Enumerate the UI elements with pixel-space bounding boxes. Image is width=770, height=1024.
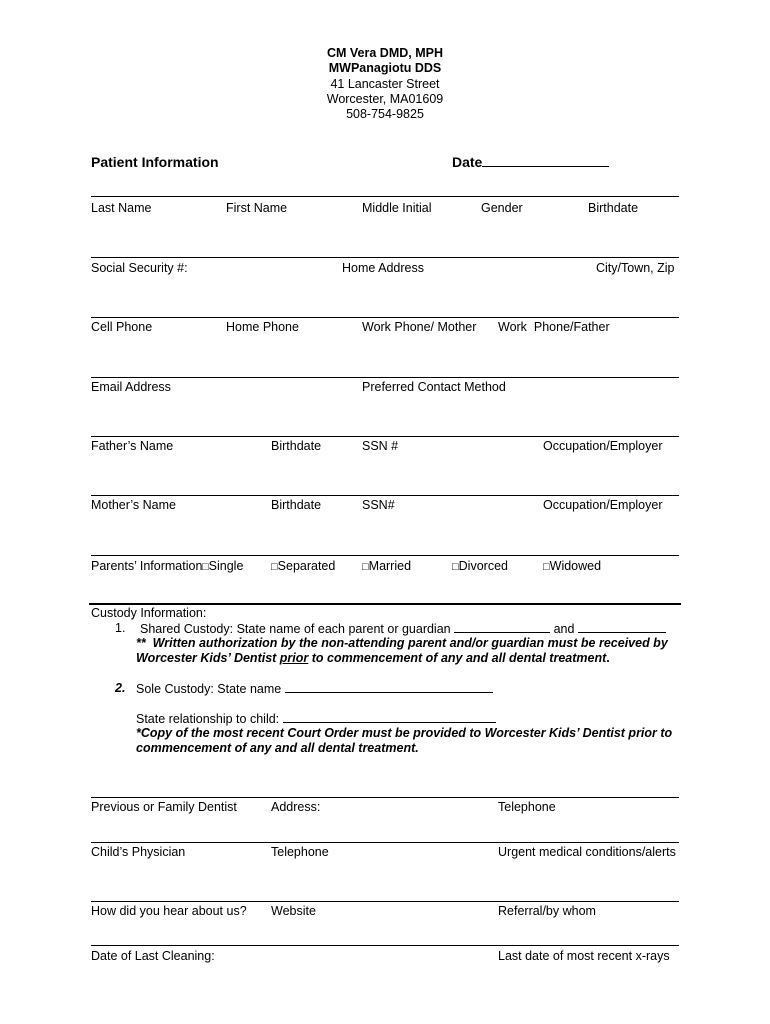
practice-name-1: CM Vera DMD, MPH: [327, 46, 443, 60]
urgent-conditions-label: Urgent medical conditions/alerts: [498, 845, 676, 859]
single-checkbox[interactable]: □: [202, 561, 209, 573]
hear-about-us-label: How did you hear about us?: [91, 904, 247, 918]
home-address-label: Home Address: [342, 261, 424, 275]
cell-phone-label: Cell Phone: [91, 320, 153, 334]
mother-ssn-label: SSN#: [362, 498, 395, 512]
dentist-line[interactable]: [91, 797, 679, 798]
referral-label: Referral/by whom: [498, 904, 596, 918]
separated-checkbox[interactable]: □: [271, 561, 278, 573]
first-name-label: First Name: [226, 201, 288, 215]
relationship-row: [136, 711, 496, 726]
single-option[interactable]: [202, 559, 243, 573]
guardian-1-blank[interactable]: [454, 621, 550, 633]
relationship-label: State relationship to child:: [136, 712, 280, 726]
married-label: Married: [368, 559, 412, 573]
father-ssn-label: SSN #: [362, 439, 399, 453]
mother-birthdate-label: Birthdate: [271, 498, 322, 512]
row4-line[interactable]: [91, 377, 679, 378]
ssn-label: Social Security #:: [91, 261, 188, 275]
date-label: Date: [452, 154, 483, 170]
practice-city: Worcester, MA01609: [326, 92, 444, 106]
widowed-option[interactable]: [543, 559, 601, 573]
website-label: Website: [271, 904, 316, 918]
previous-dentist-label: Previous or Family Dentist: [91, 800, 237, 814]
widowed-checkbox[interactable]: □: [543, 561, 550, 573]
gender-label: Gender: [481, 201, 523, 215]
married-checkbox[interactable]: □: [362, 561, 369, 573]
work-phone-father-label: Work Phone/Father: [498, 320, 610, 334]
custody-item-1-number: 1.: [115, 621, 126, 635]
row5-line[interactable]: [91, 436, 679, 437]
last-name-label: Last Name: [91, 201, 152, 215]
separated-option[interactable]: [271, 559, 335, 573]
city-zip-label: City/Town, Zip: [596, 261, 675, 275]
father-birthdate-label: Birthdate: [271, 439, 322, 453]
shared-custody-note-1: ** Written authorization by the non-attending parent and/or guardian must be received by: [136, 636, 668, 650]
father-name-label: Father’s Name: [91, 439, 174, 453]
mother-name-label: Mother’s Name: [91, 498, 176, 512]
dentist-telephone-label: Telephone: [498, 800, 556, 814]
married-option[interactable]: [362, 559, 411, 573]
middle-initial-label: Middle Initial: [362, 201, 432, 215]
divorced-label: Divorced: [458, 559, 508, 573]
birthdate-label: Birthdate: [588, 201, 639, 215]
note-text-pre: Worcester Kids’ Dentist: [136, 651, 280, 665]
shared-custody-row: [140, 621, 666, 636]
separated-label: Separated: [277, 559, 336, 573]
date-field[interactable]: [452, 154, 609, 170]
note-text-post: to commencement of any and all dental treatment: [308, 651, 607, 665]
relationship-blank[interactable]: [283, 711, 496, 723]
referral-line[interactable]: [91, 901, 679, 902]
note-text-period: .: [606, 651, 610, 665]
practice-name-2: MWPanagiotu DDS: [328, 61, 442, 75]
custody-heading: Custody Information:: [91, 606, 207, 620]
widowed-label: Widowed: [549, 559, 602, 573]
sole-custody-label: Sole Custody: State name: [136, 682, 282, 696]
single-label: Single: [208, 559, 244, 573]
email-label: Email Address: [91, 380, 171, 394]
practice-street: 41 Lancaster Street: [330, 77, 440, 91]
preferred-contact-label: Preferred Contact Method: [362, 380, 506, 394]
custody-item-2-number: 2.: [115, 681, 126, 695]
work-phone-mother-label: Work Phone/ Mother: [362, 320, 477, 334]
row7-line[interactable]: [91, 555, 679, 556]
last-cleaning-label: Date of Last Cleaning:: [91, 949, 215, 963]
practice-phone: 508-754-9825: [346, 107, 424, 121]
court-order-note-2: commencement of any and all dental treatment.: [136, 741, 419, 755]
and-label: and: [553, 622, 575, 636]
last-xrays-label: Last date of most recent x-rays: [498, 949, 670, 963]
home-phone-label: Home Phone: [226, 320, 299, 334]
custody-divider: [89, 603, 681, 605]
physician-telephone-label: Telephone: [271, 845, 329, 859]
court-order-note-1: *Copy of the most recent Court Order must be provided to Worcester Kids’ Dentist prior to: [136, 726, 673, 740]
row1-line[interactable]: [91, 196, 679, 197]
divorced-checkbox[interactable]: □: [452, 561, 459, 573]
dentist-address-label: Address:: [271, 800, 321, 814]
guardian-2-blank[interactable]: [578, 621, 666, 633]
cleaning-line[interactable]: [91, 945, 679, 946]
physician-label: Child’s Physician: [91, 845, 186, 859]
row2-line[interactable]: [91, 257, 679, 258]
sole-custody-blank[interactable]: [285, 681, 493, 693]
patient-information-title: Patient Information: [91, 154, 219, 170]
date-blank[interactable]: [482, 155, 609, 167]
shared-custody-label: Shared Custody: State name of each parent or guardian: [140, 622, 451, 636]
parents-information-label: Parents’ Information: [91, 559, 203, 573]
sole-custody-row: [136, 681, 493, 696]
note-text-prior: prior: [279, 651, 309, 665]
physician-line[interactable]: [91, 842, 679, 843]
row6-line[interactable]: [91, 495, 679, 496]
row3-line[interactable]: [91, 317, 679, 318]
mother-occupation-label: Occupation/Employer: [543, 498, 663, 512]
father-occupation-label: Occupation/Employer: [543, 439, 663, 453]
divorced-option[interactable]: [452, 559, 508, 573]
shared-custody-note-2: [136, 651, 610, 665]
